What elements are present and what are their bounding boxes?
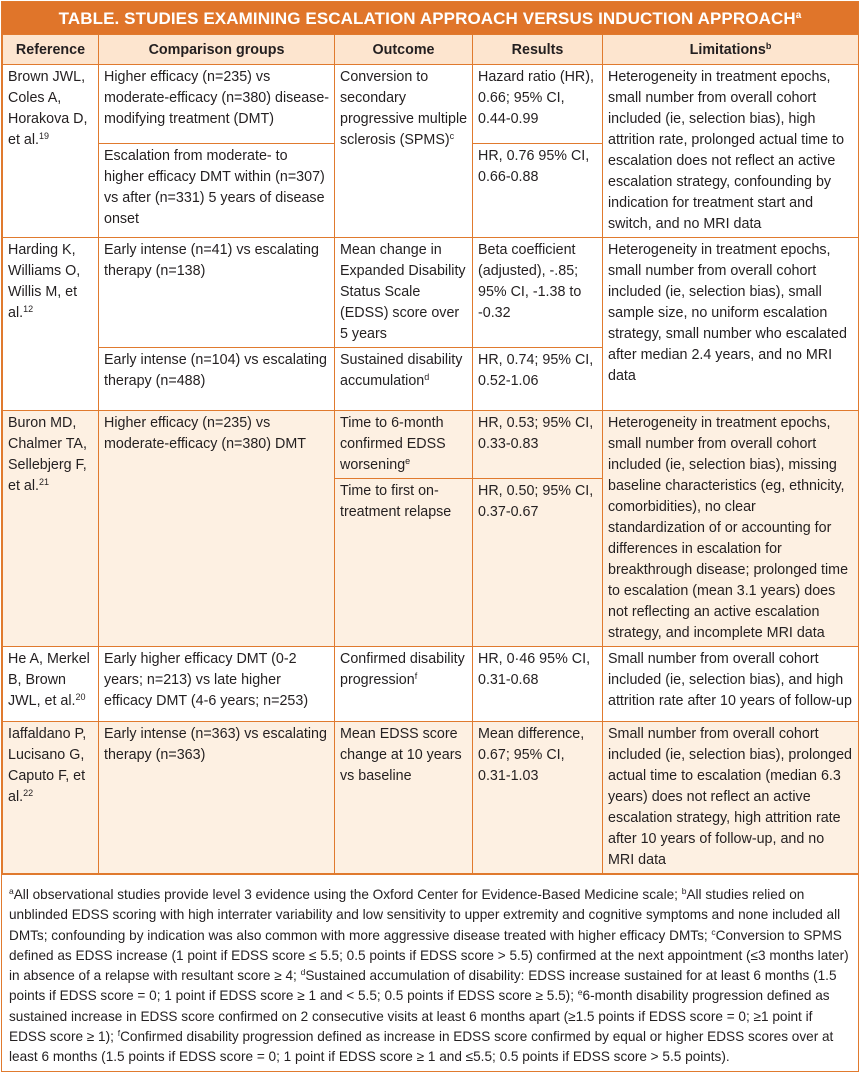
results-cell: HR, 0.74; 95% CI, 0.52-1.06 bbox=[473, 348, 603, 411]
reference-number: 20 bbox=[75, 692, 86, 702]
reference-cell bbox=[3, 722, 99, 874]
header-results: Results bbox=[473, 35, 603, 65]
outcome-text: Conversion to secondary progressive multiple sclerosis (SPMS) bbox=[340, 69, 468, 148]
comparison-cell: Higher efficacy (n=235) vs moderate-efficacy (n=380) disease-modifying treatment (DMT) bbox=[99, 65, 335, 144]
outcome-footnote-marker: e bbox=[405, 456, 411, 466]
comparison-cell: Early intense (n=41) vs escalating therapy (n=138) bbox=[99, 238, 335, 348]
limitations-cell: Small number from overall cohort included (ie, selection bias), prolonged actual time to escalation (median 6.3 years) does not reflect an active escalation strategy, high attrition rate after 10 years of follow-up, and no MRI data bbox=[603, 722, 859, 874]
outcome-footnote-marker: d bbox=[424, 372, 430, 382]
table-footnotes bbox=[2, 874, 858, 1072]
header-reference: Reference bbox=[3, 35, 99, 65]
footnote-text: 6-month disability progression defined as sustained increase in EDSS score confirmed on 2 consecutive visits at least 6 months apart (≥1.5 points if EDSS score = 0; ≥1 point if EDSS score ≥ 1); bbox=[9, 988, 830, 1045]
reference-number: 19 bbox=[39, 131, 50, 141]
reference-text: Iaffaldano P, Lucisano G, Caputo F, et al. bbox=[8, 726, 87, 805]
outcome-cell: Mean change in Expanded Disability Status Scale (EDSS) score over 5 years bbox=[335, 238, 473, 348]
outcome-cell: Mean EDSS score change at 10 years vs baseline bbox=[335, 722, 473, 874]
limitations-cell: Heterogeneity in treatment epochs, small number from overall cohort included (ie, selection bias), high attrition rate, prolonged actual time to escalation does not reflect an active escalation strategy, confounding by indication for treatment start and switch, and no MRI data bbox=[603, 65, 859, 238]
outcome-cell bbox=[335, 411, 473, 479]
comparison-cell: Early intense (n=104) vs escalating therapy (n=488) bbox=[99, 348, 335, 411]
footnote-marker: b bbox=[681, 886, 687, 896]
results-cell: HR, 0.53; 95% CI, 0.33-0.83 bbox=[473, 411, 603, 479]
comparison-cell: Early intense (n=363) vs escalating therapy (n=363) bbox=[99, 722, 335, 874]
reference-number: 22 bbox=[23, 788, 34, 798]
reference-text: Harding K, Williams O, Willis M, et al. bbox=[8, 242, 81, 321]
reference-cell bbox=[3, 238, 99, 411]
outcome-text: Time to 6-month confirmed EDSS worsening bbox=[340, 415, 446, 473]
results-cell: HR, 0·46 95% CI, 0.31-0.68 bbox=[473, 647, 603, 722]
studies-table bbox=[2, 34, 859, 874]
reference-cell bbox=[3, 65, 99, 238]
table-title bbox=[2, 2, 858, 34]
table-frame bbox=[1, 1, 859, 1072]
results-cell: Hazard ratio (HR), 0.66; 95% CI, 0.44-0.99 bbox=[473, 65, 603, 144]
results-cell: Beta coefficient (adjusted), -.85; 95% CI, -1.38 to -0.32 bbox=[473, 238, 603, 348]
table-row bbox=[3, 647, 859, 722]
table-row bbox=[3, 411, 859, 479]
table-title-text: TABLE. STUDIES EXAMINING ESCALATION APPROACH VERSUS INDUCTION APPROACH bbox=[58, 9, 796, 28]
limitations-cell: Heterogeneity in treatment epochs, small number from overall cohort included (ie, selection bias), small sample size, no uniform escalation strategy, small number who escalated after median 2.4 years, and no MRI data bbox=[603, 238, 859, 411]
reference-number: 21 bbox=[39, 477, 50, 487]
results-cell: Mean difference, 0.67; 95% CI, 0.31-1.03 bbox=[473, 722, 603, 874]
comparison-cell: Early higher efficacy DMT (0-2 years; n=213) vs late higher efficacy DMT (4-6 years; n=253) bbox=[99, 647, 335, 722]
results-cell: HR, 0.50; 95% CI, 0.37-0.67 bbox=[473, 479, 603, 647]
footnote-text: All observational studies provide level 3 evidence using the Oxford Center for Evidence-Based Medicine scale; bbox=[13, 887, 682, 902]
limitations-footnote-marker: b bbox=[765, 41, 772, 51]
reference-text: Brown JWL, Coles A, Horakova D, et al. bbox=[8, 69, 88, 148]
reference-cell bbox=[3, 411, 99, 647]
outcome-footnote-marker: f bbox=[414, 671, 418, 681]
limitations-cell: Small number from overall cohort included (ie, selection bias), and high attrition rate after 10 years of follow-up bbox=[603, 647, 859, 722]
header-limitations-text: Limitations bbox=[689, 42, 766, 58]
limitations-cell: Heterogeneity in treatment epochs, small number from overall cohort included (ie, selection bias), missing baseline characteristics (eg, ethnicity, comorbidities), no clear standardization of or accounting for differences in escalation for breakthrough disease; prolonged time to escalation (mean 3.1 years) does not reflecting an active escalation strategy, and incomplete MRI data bbox=[603, 411, 859, 647]
outcome-text: Confirmed disability progression bbox=[340, 651, 465, 688]
outcome-text: Sustained disability accumulation bbox=[340, 352, 463, 389]
footnote-text: All studies relied on unblinded EDSS scoring with high interrater variability and low sensitivity to upper extremity and cognitive symptoms and none included all DMTs; confounding by indication was also common with more aggressive disease treated with higher efficacy DMTs; bbox=[9, 887, 841, 943]
footnote-marker: a bbox=[9, 886, 14, 896]
footnote-marker: e bbox=[577, 987, 583, 998]
footnote-marker: d bbox=[300, 967, 306, 978]
table-row bbox=[3, 722, 859, 874]
outcome-cell: Time to first on-treatment relapse bbox=[335, 479, 473, 647]
outcome-cell bbox=[335, 65, 473, 238]
header-comparison-groups: Comparison groups bbox=[99, 35, 335, 65]
outcome-footnote-marker: c bbox=[449, 131, 455, 141]
header-outcome: Outcome bbox=[335, 35, 473, 65]
title-footnote-marker: a bbox=[795, 10, 802, 21]
header-row bbox=[3, 35, 859, 65]
results-cell: HR, 0.76 95% CI, 0.66-0.88 bbox=[473, 144, 603, 238]
comparison-cell: Escalation from moderate- to higher efficacy DMT within (n=307) vs after (n=331) 5 years of disease onset bbox=[99, 144, 335, 238]
outcome-cell bbox=[335, 348, 473, 411]
reference-text: Buron MD, Chalmer TA, Sellebjerg F, et al. bbox=[8, 415, 87, 494]
table-row bbox=[3, 65, 859, 144]
reference-number: 12 bbox=[23, 304, 34, 314]
reference-text: He A, Merkel B, Brown JWL, et al. bbox=[8, 651, 90, 709]
footnote-marker: c bbox=[711, 926, 716, 937]
header-limitations bbox=[603, 35, 859, 65]
comparison-cell: Higher efficacy (n=235) vs moderate-efficacy (n=380) DMT bbox=[99, 411, 335, 647]
footnote-marker: f bbox=[117, 1028, 121, 1039]
reference-cell bbox=[3, 647, 99, 722]
outcome-cell bbox=[335, 647, 473, 722]
footnote-text: Conversion to SPMS defined as EDSS increase (1 point if EDSS score ≤ 5.5; 0.5 points if EDSS score > 5.5) confirmed at the next appointment (≤3 months later) in absence of a relapse with resultant score ≥ 4; bbox=[9, 927, 849, 984]
footnote-text: Sustained accumulation of disability: EDSS increase sustained for at least 6 months (1.5 points if EDSS score = 0; 1 point if EDSS score ≥ 1 and < 5.5; 0.5 points if EDSS score ≥ 5.5); bbox=[9, 968, 837, 1004]
table-row bbox=[3, 238, 859, 348]
footnote-text: Confirmed disability progression defined as increase in EDSS score confirmed by equal or higher EDSS scores over at least 6 months (1.5 points if EDSS score = 0; 1 point if EDSS score ≥ 1 and ≤5.5; 0.5 points if EDSS score > 5.5 points). bbox=[9, 1029, 834, 1065]
